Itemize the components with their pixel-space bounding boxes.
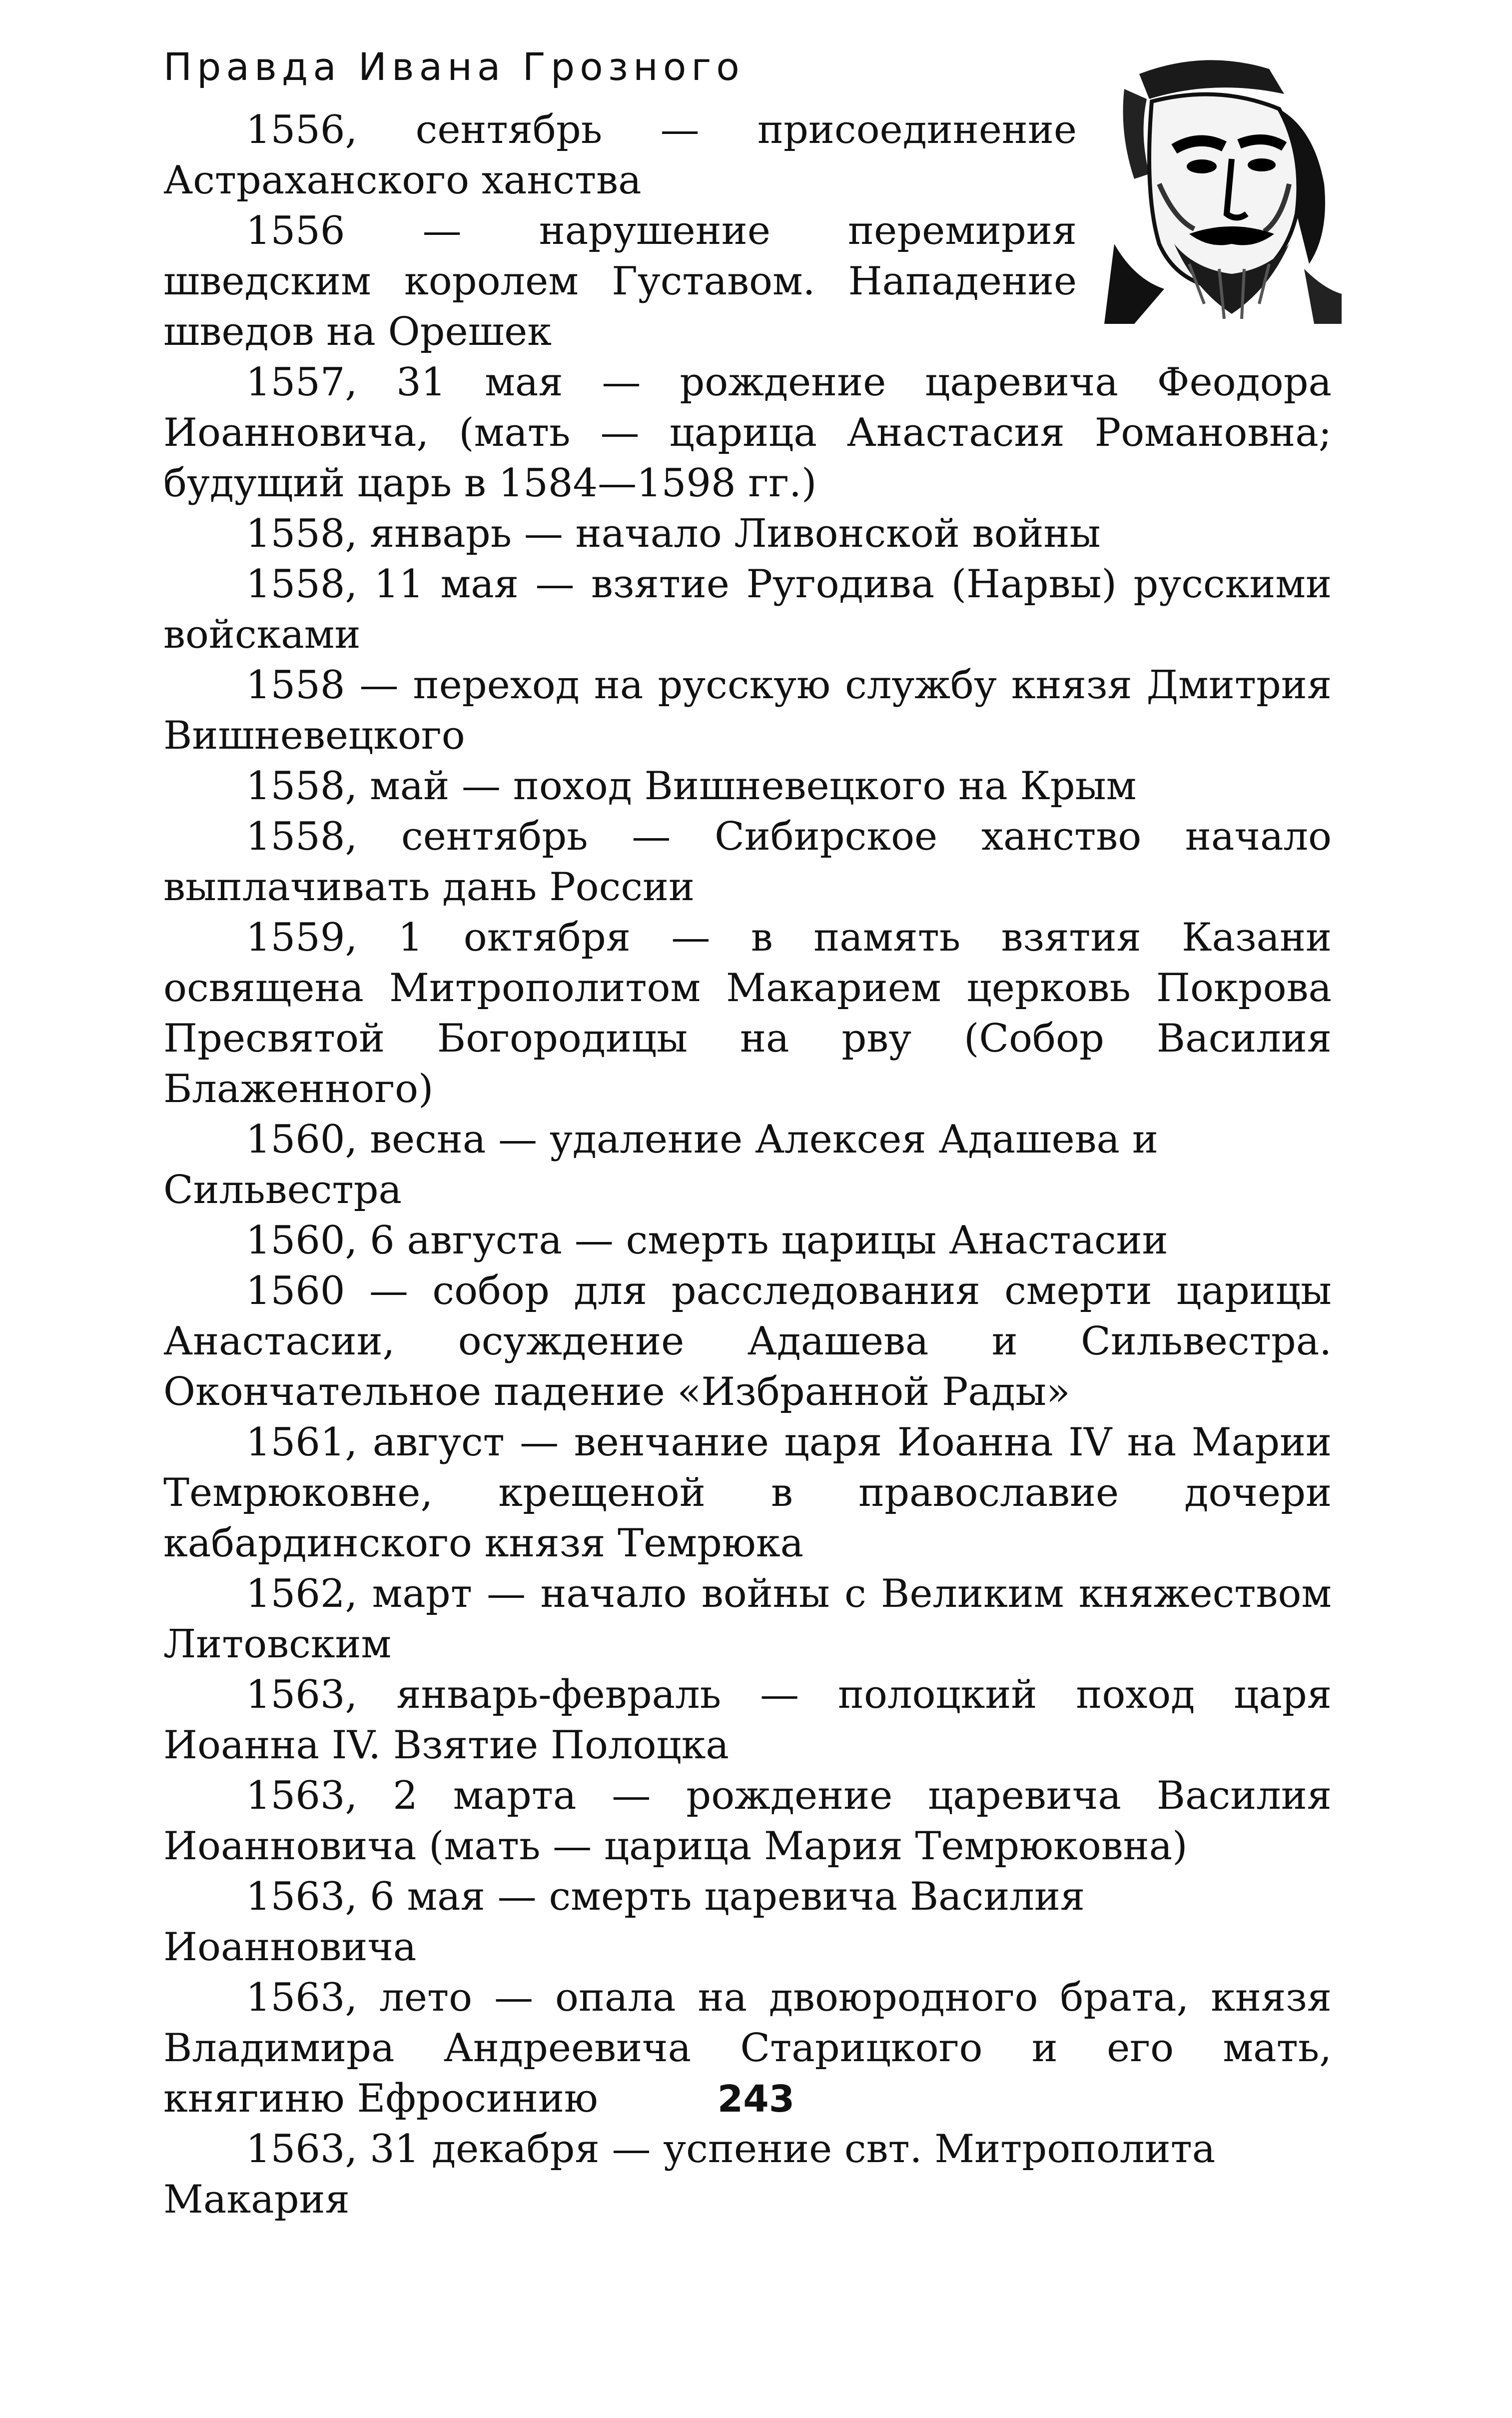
chronology-entry: 1563, 31 декабря — успение свт. Митрополита Макария xyxy=(163,2127,1216,2222)
chronology-entry: 1560 — собор для расследования смерти царицы Анастасии, осуждение Адашева и Сильвестра. Окончательное падение «Избранной Рады» xyxy=(163,1268,1332,1414)
chronology-entry: 1556, сентябрь — присоединение Астраханского ханства xyxy=(163,107,1077,203)
chronology-entry: 1561, август — венчание царя Иоанна IV на Марии Темрюковне, крещеной в православие дочери кабардинского князя Темрюка xyxy=(163,1420,1332,1566)
chronology-entry: 1563, январь-февраль — полоцкий поход царя Иоанна IV. Взятие Полоцка xyxy=(163,1672,1332,1768)
chronology-entry: 1557, 31 мая — рождение царевича Феодора Иоанновича, (мать — царица Анастасия Романовна; будущий царь в 1584—1598 гг.) xyxy=(163,360,1332,506)
chronology-entry: 1558, май — поход Вишневецкого на Крым xyxy=(246,764,1137,809)
chronology-entry: 1558, сентябрь — Сибирское ханство начало выплачивать дань России xyxy=(163,814,1332,910)
chronology-entry: 1560, 6 августа — смерть царицы Анастасии xyxy=(246,1218,1168,1263)
chronology-entry: 1558, январь — начало Ливонской войны xyxy=(246,511,1101,556)
page-number: 243 xyxy=(717,2078,795,2121)
chronology-entry: 1558 — переход на русскую службу князя Дмитрия Вишневецкого xyxy=(163,663,1332,758)
chronology-entry: 1563, 2 марта — рождение царевича Василия Иоанновича (мать — царица Мария Темрюковна) xyxy=(163,1773,1332,1869)
chronology-entry: 1558, 11 мая — взятие Ругодива (Нарвы) русскими войсками xyxy=(163,562,1332,657)
chronology-entry: 1559, 1 октября — в память взятия Казани освящена Митрополитом Макарием церковь Покрова Пресвятой Богородицы на рву (Собор Василия Блаженного) xyxy=(163,915,1332,1112)
chronology-entry: 1556 — нарушение перемирия шведским королем Густавом. Нападение шведов на Орешек xyxy=(163,208,1077,354)
chronology-entry: 1563, 6 мая — смерть царевича Василия Иоанновича xyxy=(163,1874,1085,1970)
chronology-list xyxy=(163,105,1332,2225)
running-title: Правда Ивана Грозного xyxy=(163,44,745,89)
chronology-entry: 1560, весна — удаление Алексея Адашева и Сильвестра xyxy=(163,1117,1158,1212)
chronology-entry: 1563, лето — опала на двоюродного брата, князя Владимира Андреевича Старицкого и его мать, княгиню Ефросинию xyxy=(163,1975,1332,2121)
chronology-entry: 1562, март — начало войны с Великим княжеством Литовским xyxy=(163,1571,1332,1667)
